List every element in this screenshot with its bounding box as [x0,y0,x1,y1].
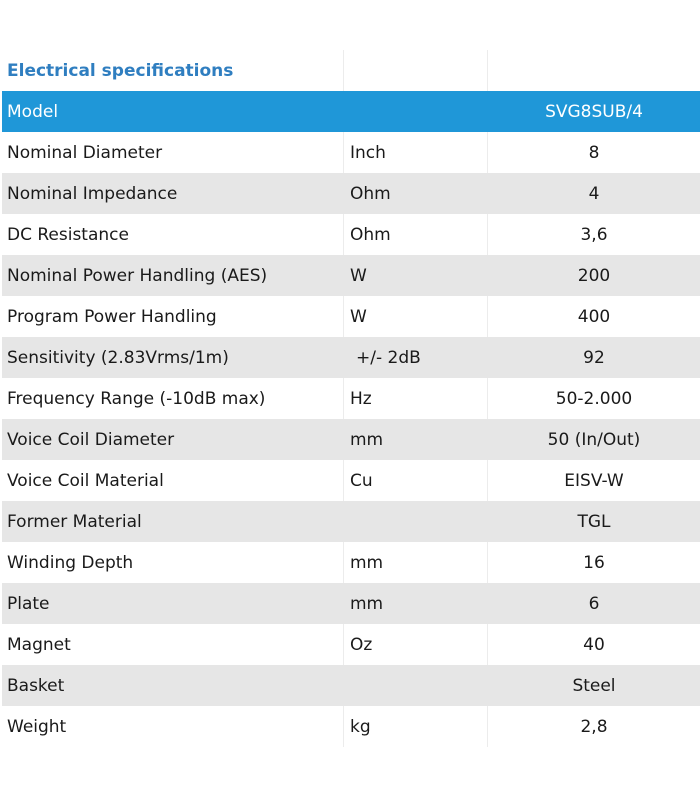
table-row [2,460,700,501]
title-row [2,50,700,91]
spec-unit: Cu [343,460,487,501]
spec-label: Magnet [7,634,71,655]
spec-value: TGL [487,501,700,542]
spec-label: Former Material [7,511,142,532]
spec-unit: Ohm [343,173,487,214]
spec-unit [343,501,487,542]
spec-unit [343,665,487,706]
spec-unit: mm [343,542,487,583]
spec-value: 6 [487,583,700,624]
table-row [2,624,700,665]
spec-label: Voice Coil Material [7,470,164,491]
spec-value: 92 [487,337,700,378]
table-row [2,706,700,747]
spec-unit: mm [343,419,487,460]
header-row [2,91,700,132]
table-row [2,501,700,542]
spec-label: Sensitivity (2.83Vrms/1m) [7,347,229,368]
table-row [2,665,700,706]
spec-value: 400 [487,296,700,337]
spec-unit: Hz [343,378,487,419]
table-title: Electrical specifications [7,60,234,81]
table-row [2,132,700,173]
spec-label: Weight [7,716,67,737]
table-row [2,337,700,378]
spec-unit: Oz [343,624,487,665]
spec-label: Nominal Diameter [7,142,163,163]
header-model-value: SVG8SUB/4 [487,91,700,132]
spec-value: EISV-W [487,460,700,501]
header-label: Model [7,101,59,122]
spec-unit: Inch [343,132,487,173]
spec-value: 50 (In/Out) [487,419,700,460]
spec-unit: W [343,255,487,296]
spec-label: Basket [7,675,65,696]
table-row [2,255,700,296]
title-unit-cell [343,50,487,91]
spec-label: Voice Coil Diameter [7,429,175,450]
table-row [2,583,700,624]
spec-label: Frequency Range (-10dB max) [7,388,266,409]
spec-value: 2,8 [487,706,700,747]
spec-unit: kg [343,706,487,747]
table-row [2,419,700,460]
table-row [2,542,700,583]
spec-unit: Ohm [343,214,487,255]
spec-label: Nominal Impedance [7,183,178,204]
table-row [2,214,700,255]
table-row [2,296,700,337]
title-value-cell [487,50,700,91]
spec-label: Nominal Power Handling (AES) [7,265,268,286]
spec-label: Program Power Handling [7,306,217,327]
spec-value: 8 [487,132,700,173]
spec-table [2,50,700,747]
spec-unit: mm [343,583,487,624]
spec-value: Steel [487,665,700,706]
spec-unit: +/- 2dB [343,337,487,378]
table-row [2,173,700,214]
spec-label: DC Resistance [7,224,129,245]
header-unit [343,91,487,132]
spec-value: 4 [487,173,700,214]
spec-unit: W [343,296,487,337]
table-row [2,378,700,419]
spec-label: Plate [7,593,50,614]
spec-value: 3,6 [487,214,700,255]
spec-value: 16 [487,542,700,583]
spec-value: 200 [487,255,700,296]
spec-value: 40 [487,624,700,665]
spec-value: 50-2.000 [487,378,700,419]
spec-label: Winding Depth [7,552,134,573]
